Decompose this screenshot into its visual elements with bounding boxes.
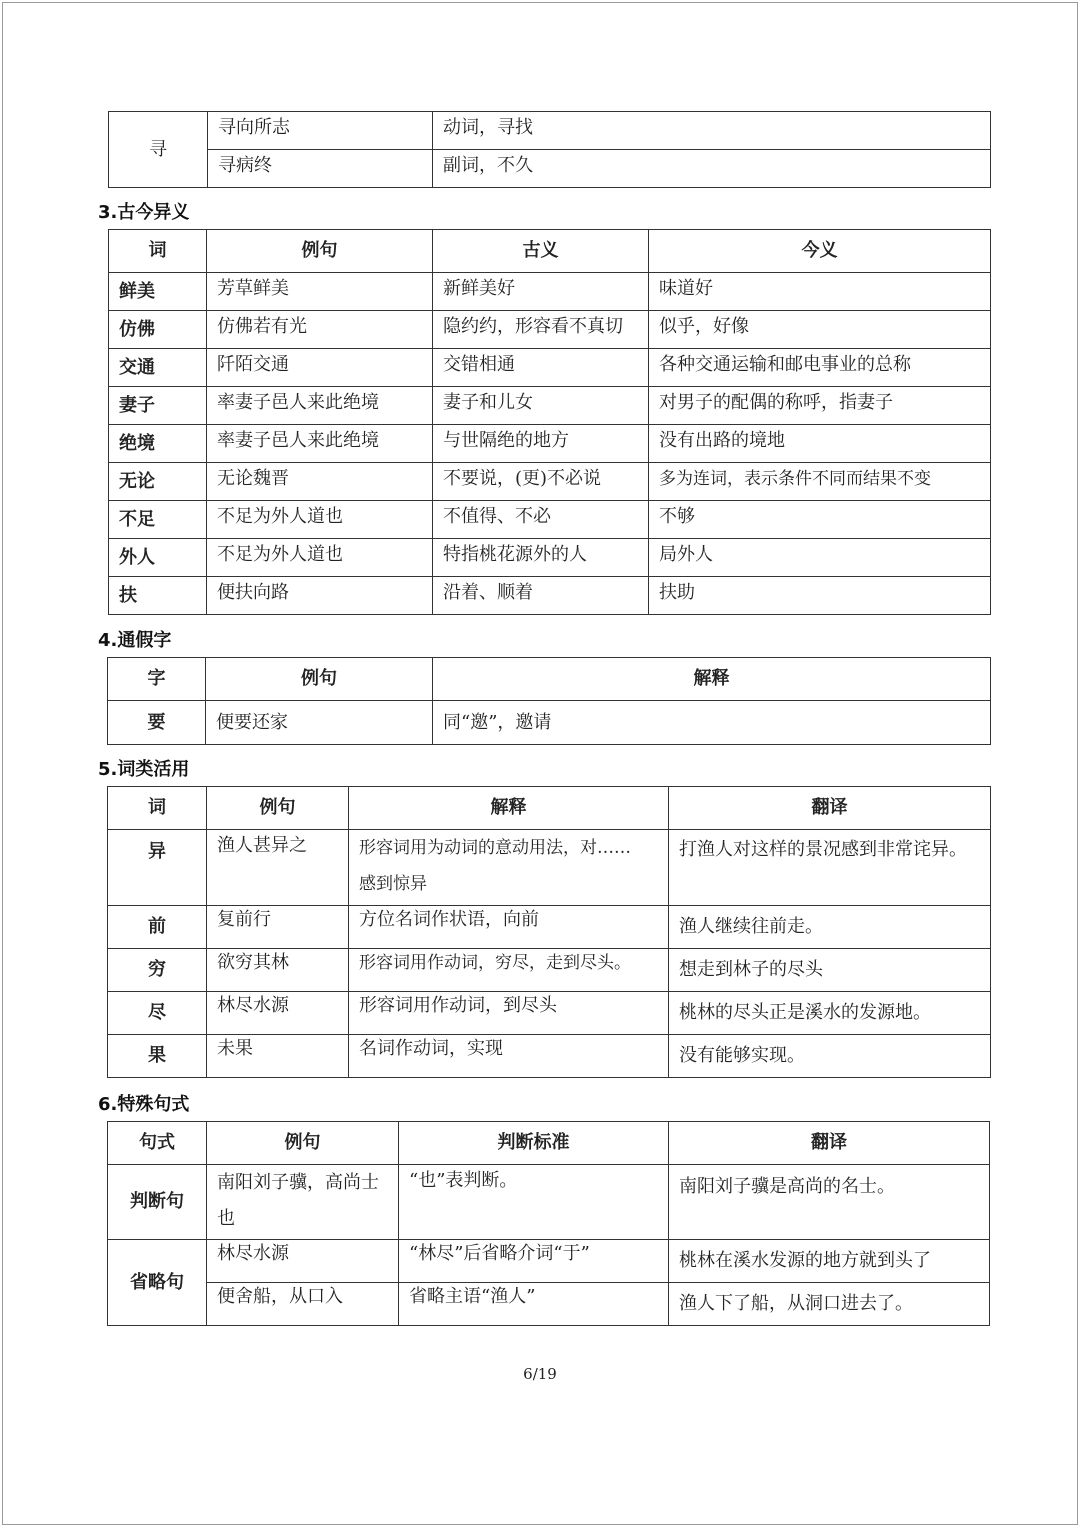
- table-cell: 桃林的尽头正是溪水的发源地。: [669, 992, 991, 1035]
- table-cell: 多为连词，表示条件不同而结果不变: [649, 463, 991, 501]
- example-line: 南阳刘子骥，高尚士: [217, 1172, 379, 1193]
- table-cell: 妻子和儿女: [433, 387, 649, 425]
- header-cell: 词: [109, 230, 207, 273]
- table-cell: 芳草鲜美: [207, 273, 433, 311]
- table-cell: “也”表判断。: [399, 1165, 669, 1240]
- word-cell: 绝境: [109, 425, 207, 463]
- sentence-type-omit: 省略句: [108, 1240, 207, 1326]
- table-tongjia: [107, 657, 991, 745]
- header-cell: 古义: [433, 230, 649, 273]
- explain-line: 感到惊异: [359, 874, 427, 894]
- table-cell: 没有能够实现。: [669, 1035, 991, 1078]
- header-cell: 例句: [207, 787, 349, 830]
- table-cell: 动词，寻找: [433, 112, 991, 150]
- table-cell: 桃林在溪水发源的地方就到头了: [669, 1240, 990, 1283]
- table-cell: 形容词用作动词，穷尽，走到尽头。: [349, 949, 669, 992]
- word-cell: 异: [108, 830, 207, 906]
- table-cell: 省略主语“渔人”: [399, 1283, 669, 1326]
- header-cell: 字: [108, 658, 206, 701]
- word-cell: 穷: [108, 949, 207, 992]
- table-cell: 与世隔绝的地方: [433, 425, 649, 463]
- table-cell: [349, 830, 669, 906]
- word-cell: 尽: [108, 992, 207, 1035]
- page-number: 6/19: [523, 1365, 557, 1383]
- table-cell: [207, 1165, 399, 1240]
- table-word-class: [107, 786, 991, 1078]
- table-cell: 局外人: [649, 539, 991, 577]
- table-cell: 方位名词作状语，向前: [349, 906, 669, 949]
- word-cell: 前: [108, 906, 207, 949]
- header-cell: 判断标准: [399, 1122, 669, 1165]
- table-cell: 对男子的配偶的称呼，指妻子: [649, 387, 991, 425]
- explain-line: 形容词用为动词的意动用法，对……: [359, 838, 631, 858]
- table-cell: 各种交通运输和邮电事业的总称: [649, 349, 991, 387]
- table-cell: 寻病终: [208, 150, 433, 188]
- sentence-type-judge: 判断句: [108, 1165, 207, 1240]
- table-cell: “林尽”后省略介词“于”: [399, 1240, 669, 1283]
- table-cell: 副词，不久: [433, 150, 991, 188]
- table-cell: 名词作动词，实现: [349, 1035, 669, 1078]
- table-cell: 扶助: [649, 577, 991, 615]
- table-cell: 不足为外人道也: [207, 539, 433, 577]
- table-cell: 特指桃花源外的人: [433, 539, 649, 577]
- table-cell: 南阳刘子骥是高尚的名士。: [669, 1165, 990, 1240]
- table-cell: 沿着、顺着: [433, 577, 649, 615]
- table-cell: 不足为外人道也: [207, 501, 433, 539]
- table-cell: 仿佛若有光: [207, 311, 433, 349]
- table-cell: 渔人甚异之: [207, 830, 349, 906]
- header-cell: 翻译: [669, 787, 991, 830]
- table-special-sentence: [107, 1121, 990, 1326]
- header-cell: 解释: [349, 787, 669, 830]
- table-cell: 似乎，好像: [649, 311, 991, 349]
- header-cell: 翻译: [669, 1122, 990, 1165]
- table-cell: 没有出路的境地: [649, 425, 991, 463]
- word-cell: 无论: [109, 463, 207, 501]
- table-cell: 复前行: [207, 906, 349, 949]
- table-cell: 不要说，(更)不必说: [433, 463, 649, 501]
- header-cell: 例句: [207, 230, 433, 273]
- header-cell: 例句: [206, 658, 433, 701]
- word-cell: 不足: [109, 501, 207, 539]
- header-cell: 今义: [649, 230, 991, 273]
- table-cell: 想走到林子的尽头: [669, 949, 991, 992]
- table-cell: 隐约约，形容看不真切: [433, 311, 649, 349]
- xun-char: 寻: [109, 112, 208, 188]
- table-xun: [108, 111, 991, 188]
- table-cell: 率妻子邑人来此绝境: [207, 387, 433, 425]
- word-cell: 仿佛: [109, 311, 207, 349]
- table-cell: 交错相通: [433, 349, 649, 387]
- table-cell: 打渔人对这样的景况感到非常诧异。: [669, 830, 991, 906]
- table-cell: 不够: [649, 501, 991, 539]
- word-cell: 交通: [109, 349, 207, 387]
- table-cell: 渔人下了船，从洞口进去了。: [669, 1283, 990, 1326]
- word-cell: 外人: [109, 539, 207, 577]
- header-cell: 词: [108, 787, 207, 830]
- table-cell: 率妻子邑人来此绝境: [207, 425, 433, 463]
- table-cell: 便扶向路: [207, 577, 433, 615]
- word-cell: 扶: [109, 577, 207, 615]
- table-cell: 不值得、不必: [433, 501, 649, 539]
- table-cell: 新鲜美好: [433, 273, 649, 311]
- table-cell: 味道好: [649, 273, 991, 311]
- header-cell: 解释: [433, 658, 991, 701]
- table-cell: 阡陌交通: [207, 349, 433, 387]
- table-cell: 形容词用作动词，到尽头: [349, 992, 669, 1035]
- section5-title: 5.词类活用: [98, 759, 190, 780]
- table-cell: 林尽水源: [207, 1240, 399, 1283]
- table-cell: 无论魏晋: [207, 463, 433, 501]
- table-cell: 同“邀”，邀请: [433, 701, 991, 745]
- word-cell: 鲜美: [109, 273, 207, 311]
- example-line: 也: [217, 1208, 235, 1229]
- table-cell: 欲穷其林: [207, 949, 349, 992]
- table-cell: 渔人继续往前走。: [669, 906, 991, 949]
- word-cell: 要: [108, 701, 206, 745]
- section6-title: 6.特殊句式: [98, 1094, 190, 1115]
- section3-title: 3.古今异义: [98, 202, 190, 223]
- table-ancient-modern: [108, 229, 991, 615]
- header-cell: 句式: [108, 1122, 207, 1165]
- word-cell: 果: [108, 1035, 207, 1078]
- table-cell: 未果: [207, 1035, 349, 1078]
- table-cell: 便要还家: [206, 701, 433, 745]
- table-cell: 寻向所志: [208, 112, 433, 150]
- table-cell: 林尽水源: [207, 992, 349, 1035]
- section4-title: 4.通假字: [98, 630, 172, 651]
- table-cell: 便舍船，从口入: [207, 1283, 399, 1326]
- header-cell: 例句: [207, 1122, 399, 1165]
- word-cell: 妻子: [109, 387, 207, 425]
